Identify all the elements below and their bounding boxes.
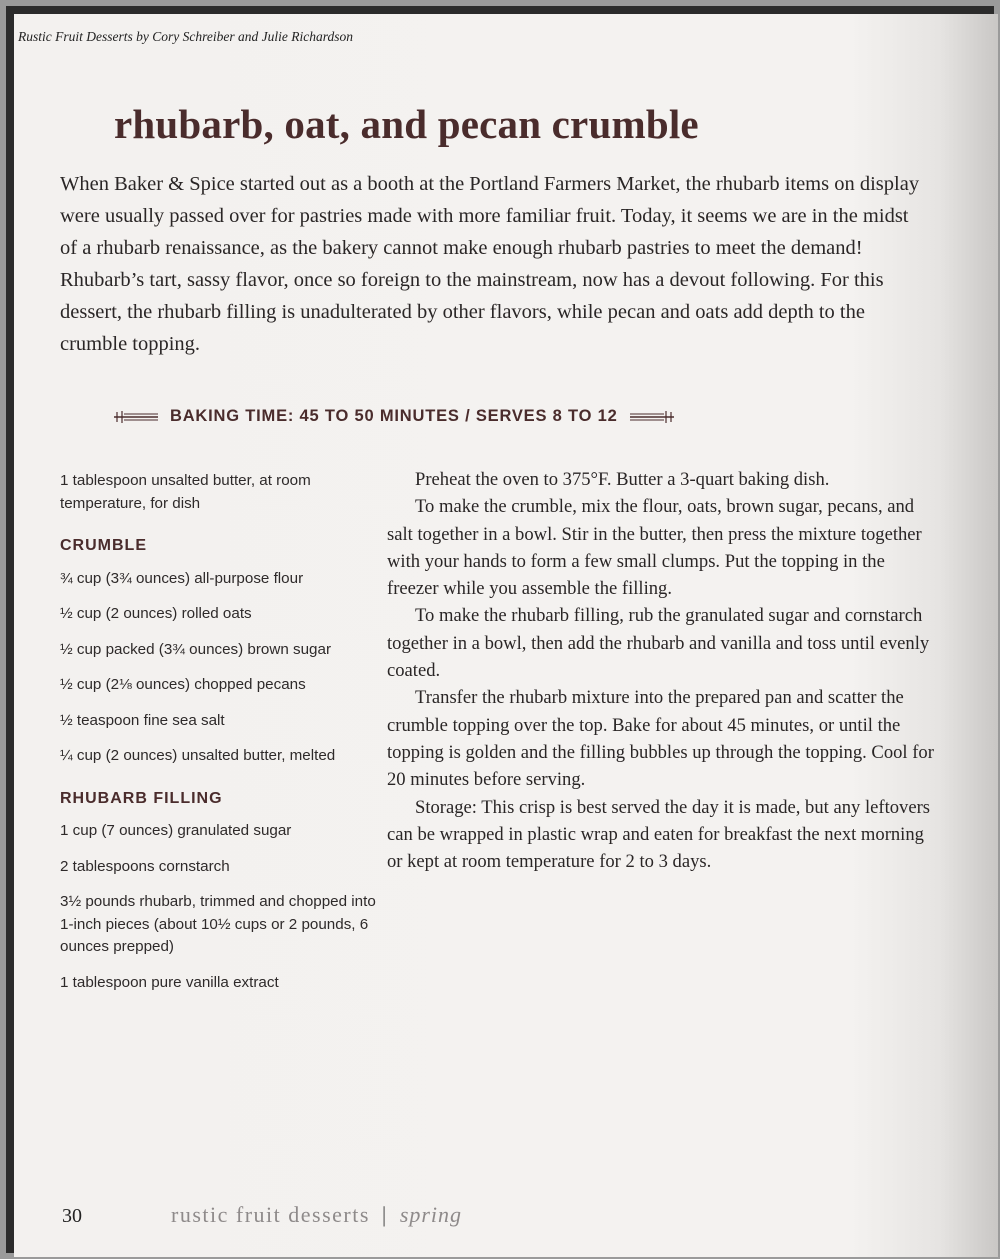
ingredient-item: 1 tablespoon pure vanilla extract [60,973,279,991]
page-number: 30 [62,1205,82,1227]
storage-note: Storage: This crisp is best served the day it is made, but any leftovers can be wrapped in plastic wrap and eaten for breakfast the next morning or kept at room temperature for 2 to 3 days. [387,796,931,873]
ingredient-item: ½ teaspoon fine sea salt [60,711,225,729]
ingredient-item: ½ cup (2 ounces) rolled oats [60,605,252,622]
ingredient-item: ½ cup (2⅛ ounces) chopped pecans [60,676,306,693]
ingredient-item: ¼ cup (2 ounces) unsalted butter, melted [60,747,336,764]
footer-season: spring [399,1202,463,1227]
left-ornament-icon [114,410,158,424]
baking-time-line [114,407,754,426]
crumble-heading: CRUMBLE [60,537,147,554]
book-page [14,14,998,1257]
ingredient-item: ¾ cup (3¾ ounces) all-purpose flour [60,569,304,587]
footer-separator: | [381,1202,388,1227]
ingredient-item: 2 tablespoons cornstarch [60,857,230,875]
recipe-intro: When Baker & Spice started out as a booth at the Portland Farmers Market, the rhubarb items on display were usually passed over for pastries made with more familiar fruit. Today, it seems we are in the midst of a rhubarb renaissance, as the bakery cannot make enough rhubarb pastries to meet the demand! Rhubarb’s tart, sassy flavor, once so foreign to the mainstream, now has a devout following. For this dessert, the rhubarb filling is unadulterated by other flavors, while pecan and oats add depth to the crumble topping. [60,173,920,355]
source-caption: Rustic Fruit Desserts by Cory Schreiber and Julie Richardson [18,29,353,44]
ingredient-dish-butter: 1 tablespoon unsalted butter, at room temperature, for dish [60,472,311,512]
baking-time-text: BAKING TIME: 45 TO 50 MINUTES / SERVES 8 TO 12 [170,407,618,425]
rhubarb-filling-heading: RHUBARB FILLING [60,789,223,807]
recipe-title: rhubarb, oat, and pecan crumble [114,101,699,147]
method-step: To make the rhubarb filling, rub the granulated sugar and cornstarch together in a bowl, then add the rhubarb and vanilla and toss until evenly coated. [387,605,930,682]
ingredients-list [60,470,380,1007]
running-title: rustic fruit desserts [171,1202,370,1227]
method-step: Transfer the rhubarb mixture into the prepared pan and scatter the crumble topping over the top. Bake for about 45 minutes, or until the topping is golden and the filling bubbles up through the topping. Cool for 20 minutes before serving. [387,687,934,791]
ingredient-item: 3½ pounds rhubarb, trimmed and chopped into 1-inch pieces (about 10½ cups or 2 pounds, 6 ounces prepped) [60,893,376,955]
method-step: To make the crumble, mix the flour, oats, brown sugar, pecans, and salt together in a bowl. Stir in the butter, then press the mixture together with your hands to form a few small clumps. Put the topping in the freezer while you assemble the filling. [387,496,922,600]
ingredient-item: ½ cup packed (3¾ ounces) brown sugar [60,640,332,658]
method-step: Preheat the oven to 375°F. Butter a 3-quart baking dish. [415,469,830,490]
ingredient-item: 1 cup (7 ounces) granulated sugar [60,822,292,839]
right-ornament-icon [630,410,674,424]
running-footer [171,1202,462,1228]
method-steps [387,466,937,875]
